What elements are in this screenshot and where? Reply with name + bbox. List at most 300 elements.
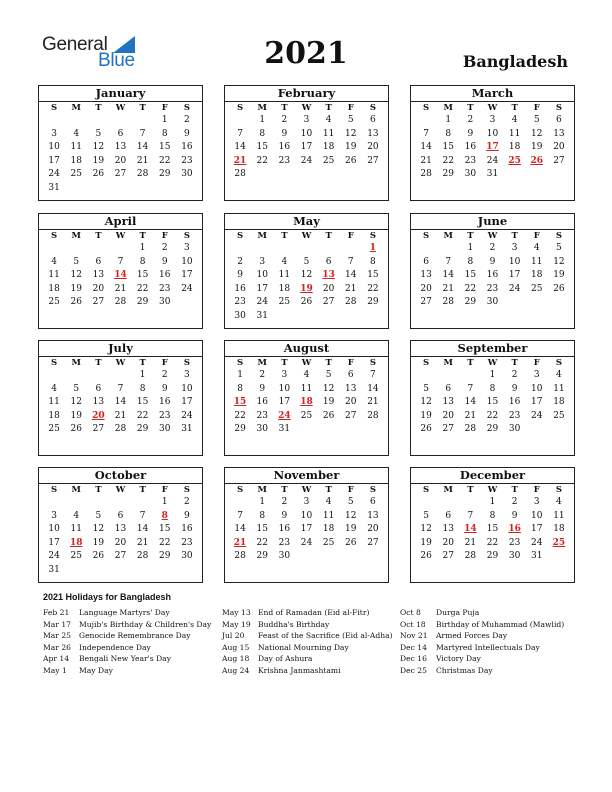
day: 6 — [347, 370, 354, 380]
weekday-header: S — [51, 485, 58, 495]
day: 22 — [136, 410, 149, 421]
day: 11 — [70, 524, 82, 535]
weekday-header: T — [281, 231, 288, 241]
empty-day — [437, 496, 459, 510]
day: 7 — [139, 128, 146, 139]
empty-day — [340, 242, 362, 256]
day: 16 — [159, 397, 171, 408]
day: 8 — [370, 256, 376, 267]
day: 7 — [370, 370, 376, 380]
empty-day — [459, 496, 481, 510]
empty-day — [109, 496, 131, 510]
day: 19 — [345, 524, 357, 535]
weekday-header: T — [281, 103, 288, 113]
day: 23 — [508, 537, 521, 548]
day: 12 — [420, 524, 432, 535]
day: 30 — [486, 297, 499, 308]
weekday-header: T — [467, 358, 474, 368]
day: 12 — [420, 397, 432, 408]
day: 7 — [237, 128, 243, 139]
day: 18 — [48, 410, 60, 421]
day: 10 — [48, 142, 60, 153]
month-days-grid — [39, 230, 202, 310]
day: 11 — [300, 383, 313, 394]
day: 10 — [300, 128, 313, 139]
day: 2 — [281, 115, 288, 125]
day: 12 — [345, 128, 357, 139]
day: 18 — [322, 524, 335, 535]
holiday-day: 24 — [278, 410, 291, 421]
holiday-item — [43, 642, 211, 654]
weekday-header: S — [423, 103, 430, 113]
day: 2 — [281, 497, 288, 507]
day: 13 — [442, 397, 454, 408]
day: 3 — [184, 370, 190, 380]
empty-day — [229, 496, 251, 510]
day: 24 — [508, 283, 521, 294]
day: 13 — [114, 142, 127, 153]
holiday-day: 8 — [161, 510, 168, 521]
day: 2 — [161, 243, 168, 253]
weekday-header: T — [325, 103, 332, 113]
weekday-header: S — [237, 231, 244, 241]
day: 27 — [92, 424, 105, 435]
day: 23 — [464, 155, 477, 166]
day: 13 — [442, 524, 454, 535]
day: 9 — [511, 510, 518, 521]
day: 20 — [420, 283, 432, 294]
holiday-date: Feb 21 — [43, 608, 70, 617]
day: 17 — [531, 524, 543, 535]
holiday-item — [222, 630, 393, 642]
holiday-name: Birthday of Muhammad (Mawlid) — [436, 619, 565, 629]
holiday-item — [43, 630, 211, 642]
day: 24 — [48, 551, 60, 562]
holiday-item — [43, 665, 211, 677]
day: 26 — [70, 297, 82, 308]
weekday-header: T — [511, 485, 518, 495]
day: 19 — [345, 142, 357, 153]
day: 13 — [553, 128, 565, 139]
day: 31 — [278, 424, 291, 435]
holiday-date: Aug 15 — [222, 642, 250, 652]
month-title: September — [411, 341, 574, 357]
weekday-header: W — [487, 358, 498, 368]
weekday-header: M — [257, 358, 267, 368]
day: 20 — [114, 155, 127, 166]
day: 13 — [92, 397, 105, 408]
weekday-header: F — [161, 231, 168, 241]
weekday-header: W — [301, 231, 312, 241]
day: 5 — [556, 243, 562, 253]
day: 24 — [181, 283, 193, 294]
holiday-date: Nov 21 — [400, 631, 428, 641]
month-days-grid — [411, 230, 574, 310]
day: 28 — [420, 169, 432, 180]
day: 30 — [181, 169, 193, 180]
day: 12 — [553, 256, 565, 267]
weekday-header: W — [115, 485, 126, 495]
day: 5 — [303, 256, 310, 267]
holiday-item — [222, 642, 393, 654]
weekday-header: T — [95, 103, 102, 113]
day: 19 — [553, 270, 565, 281]
day: 3 — [489, 115, 496, 125]
day: 16 — [508, 397, 521, 408]
day: 10 — [486, 128, 499, 139]
month-days-grid — [39, 484, 202, 578]
weekday-header: F — [161, 103, 168, 113]
weekday-header: T — [281, 485, 288, 495]
weekday-header: W — [487, 103, 498, 113]
weekday-header: T — [325, 485, 332, 495]
day: 27 — [420, 297, 432, 308]
day: 5 — [95, 510, 102, 521]
holiday-name: Durga Puja — [436, 608, 480, 617]
weekday-header: W — [115, 103, 126, 113]
weekday-header: T — [281, 358, 288, 368]
day: 26 — [70, 424, 82, 435]
holiday-name: Independence Day — [79, 642, 151, 652]
day: 23 — [278, 155, 291, 166]
month-september — [410, 340, 575, 456]
holiday-day: 20 — [92, 410, 105, 421]
day: 4 — [51, 256, 57, 267]
weekday-header: S — [423, 231, 430, 241]
day: 29 — [486, 551, 499, 562]
day: 1 — [259, 115, 266, 125]
day: 19 — [531, 142, 543, 153]
day: 6 — [370, 497, 376, 507]
day: 19 — [92, 155, 105, 166]
day: 25 — [322, 537, 335, 548]
day: 29 — [159, 169, 171, 180]
day: 22 — [159, 155, 171, 166]
day: 9 — [281, 510, 288, 521]
weekday-header: T — [139, 485, 146, 495]
holiday-column — [400, 607, 564, 677]
day: 15 — [486, 397, 499, 408]
month-title: August — [225, 341, 388, 357]
month-march — [410, 85, 575, 201]
day: 12 — [300, 270, 313, 281]
holiday-item — [222, 607, 393, 619]
day: 29 — [136, 424, 149, 435]
day: 15 — [159, 142, 171, 153]
day: 29 — [367, 297, 379, 308]
day: 28 — [442, 297, 454, 308]
month-december — [410, 467, 575, 583]
day: 3 — [533, 370, 540, 380]
day: 10 — [278, 383, 291, 394]
page-title-year: 2021 — [264, 36, 348, 71]
weekday-header: S — [51, 358, 58, 368]
day: 9 — [237, 270, 243, 281]
weekday-header: M — [71, 358, 81, 368]
holiday-name: Krishna Janmashtami — [258, 665, 341, 675]
weekday-header: W — [301, 103, 312, 113]
weekday-header: S — [555, 485, 562, 495]
day: 25 — [300, 410, 313, 421]
day: 4 — [73, 510, 80, 521]
day: 5 — [347, 497, 354, 507]
weekday-header: F — [347, 358, 354, 368]
day: 24 — [181, 410, 193, 421]
day: 1 — [161, 115, 168, 125]
day: 4 — [325, 115, 332, 125]
month-days-grid — [39, 102, 202, 196]
day: 8 — [467, 256, 474, 267]
day: 3 — [281, 370, 288, 380]
day: 14 — [234, 142, 246, 153]
day: 23 — [159, 410, 171, 421]
holiday-date: Oct 8 — [400, 608, 421, 617]
day: 4 — [556, 497, 562, 507]
holiday-item — [43, 653, 211, 665]
day: 14 — [136, 142, 149, 153]
month-october — [38, 467, 203, 583]
day: 8 — [139, 383, 146, 394]
month-title: June — [411, 214, 574, 230]
day: 1 — [237, 370, 243, 380]
day: 20 — [442, 537, 454, 548]
day: 22 — [136, 283, 149, 294]
day: 10 — [508, 256, 521, 267]
day: 26 — [345, 537, 357, 548]
day: 4 — [325, 497, 332, 507]
day: 1 — [139, 370, 146, 380]
day: 13 — [114, 524, 127, 535]
day: 28 — [234, 551, 246, 562]
day: 16 — [278, 524, 291, 535]
day: 24 — [531, 537, 543, 548]
day: 9 — [259, 383, 266, 394]
day: 20 — [553, 142, 565, 153]
empty-day — [87, 496, 109, 510]
day: 1 — [489, 497, 496, 507]
empty-day — [229, 242, 251, 256]
weekday-header: M — [257, 231, 267, 241]
day: 21 — [114, 410, 127, 421]
weekday-header: T — [325, 231, 332, 241]
day: 12 — [92, 524, 105, 535]
day: 5 — [533, 115, 540, 125]
day: 26 — [420, 551, 432, 562]
day: 25 — [70, 551, 82, 562]
weekday-header: S — [555, 231, 562, 241]
month-title: December — [411, 468, 574, 484]
day: 27 — [92, 297, 105, 308]
day: 14 — [367, 383, 379, 394]
day: 20 — [92, 283, 105, 294]
weekday-header: S — [369, 231, 376, 241]
day: 3 — [511, 243, 518, 253]
day: 28 — [136, 551, 149, 562]
day: 12 — [92, 142, 105, 153]
weekday-header: W — [487, 231, 498, 241]
day: 16 — [181, 524, 193, 535]
holiday-item — [400, 653, 564, 665]
holiday-day: 21 — [233, 537, 247, 548]
holiday-name: Language Martyrs' Day — [79, 608, 170, 617]
day: 17 — [300, 524, 313, 535]
weekday-header: S — [369, 358, 376, 368]
empty-day — [43, 496, 65, 510]
day: 3 — [51, 128, 57, 139]
day: 11 — [48, 270, 60, 281]
day: 18 — [48, 283, 60, 294]
day: 17 — [508, 270, 521, 281]
weekday-header: F — [347, 103, 354, 113]
brand-general: General — [42, 34, 108, 55]
day: 24 — [300, 155, 313, 166]
weekday-header: T — [511, 103, 518, 113]
day: 8 — [139, 256, 146, 267]
day: 6 — [117, 510, 124, 521]
month-days-grid — [411, 357, 574, 437]
holiday-date: Mar 17 — [43, 619, 72, 629]
day: 2 — [511, 497, 518, 507]
day: 21 — [464, 410, 477, 421]
empty-day — [65, 242, 87, 256]
day: 14 — [234, 524, 246, 535]
day: 22 — [464, 283, 477, 294]
day: 9 — [467, 128, 474, 139]
holiday-day: 21 — [233, 155, 247, 166]
day: 1 — [139, 243, 146, 253]
day: 10 — [256, 270, 268, 281]
empty-day — [65, 114, 87, 128]
month-title: April — [39, 214, 202, 230]
day: 26 — [92, 551, 105, 562]
month-may — [224, 213, 389, 329]
weekday-header: T — [95, 485, 102, 495]
day: 29 — [442, 169, 454, 180]
day: 8 — [489, 383, 496, 394]
weekday-header: S — [183, 103, 190, 113]
day: 23 — [159, 283, 171, 294]
holiday-date: Aug 24 — [222, 665, 250, 675]
day: 23 — [181, 537, 193, 548]
day: 26 — [92, 169, 105, 180]
empty-day — [437, 369, 459, 383]
day: 27 — [114, 551, 127, 562]
day: 22 — [486, 537, 499, 548]
day: 5 — [73, 256, 80, 267]
weekday-header: S — [183, 358, 190, 368]
day: 25 — [322, 155, 335, 166]
month-april — [38, 213, 203, 329]
month-title: March — [411, 86, 574, 102]
empty-day — [109, 114, 131, 128]
day: 31 — [48, 564, 60, 575]
day: 4 — [533, 243, 540, 253]
day: 9 — [281, 128, 288, 139]
day: 2 — [259, 370, 266, 380]
day: 6 — [95, 256, 102, 267]
day: 28 — [136, 169, 149, 180]
day: 22 — [234, 410, 246, 421]
day: 31 — [486, 169, 499, 180]
holiday-item — [400, 630, 564, 642]
day: 2 — [184, 497, 190, 507]
day: 17 — [181, 397, 193, 408]
day: 28 — [367, 410, 379, 421]
day: 30 — [256, 424, 268, 435]
holiday-day: 18 — [69, 537, 83, 548]
day: 17 — [256, 283, 268, 294]
weekday-header: M — [443, 103, 453, 113]
day: 1 — [445, 115, 452, 125]
empty-day — [415, 114, 437, 128]
day: 30 — [278, 551, 291, 562]
day: 27 — [442, 551, 454, 562]
day: 10 — [531, 510, 543, 521]
day: 12 — [322, 383, 335, 394]
empty-day — [43, 369, 65, 383]
weekday-header: T — [467, 103, 474, 113]
month-february — [224, 85, 389, 201]
empty-day — [65, 369, 87, 383]
day: 16 — [256, 397, 268, 408]
day: 23 — [256, 410, 268, 421]
day: 3 — [51, 510, 57, 521]
day: 13 — [345, 383, 357, 394]
day: 6 — [370, 115, 376, 125]
day: 22 — [256, 155, 268, 166]
weekday-header: M — [71, 103, 81, 113]
day: 11 — [553, 510, 565, 521]
month-january — [38, 85, 203, 201]
day: 16 — [464, 142, 477, 153]
weekday-header: M — [443, 485, 453, 495]
day: 23 — [278, 537, 291, 548]
day: 21 — [136, 537, 149, 548]
day: 25 — [553, 410, 565, 421]
day: 27 — [553, 155, 565, 166]
holiday-name: Buddha's Birthday — [258, 619, 330, 629]
holiday-name: Day of Ashura — [258, 654, 313, 664]
day: 15 — [486, 524, 499, 535]
day: 5 — [423, 510, 429, 521]
day: 13 — [420, 270, 432, 281]
day: 26 — [553, 283, 565, 294]
day: 5 — [347, 115, 354, 125]
holiday-day: 1 — [369, 243, 377, 253]
weekday-header: T — [95, 231, 102, 241]
day: 21 — [345, 283, 357, 294]
holiday-name: Feast of the Sacrifice (Eid al-Adha) — [258, 631, 393, 641]
day: 9 — [161, 383, 168, 394]
day: 22 — [442, 155, 454, 166]
weekday-header: W — [487, 485, 498, 495]
day: 12 — [70, 270, 82, 281]
holiday-day: 25 — [508, 155, 521, 166]
day: 20 — [114, 537, 127, 548]
day: 18 — [508, 142, 521, 153]
day: 24 — [300, 537, 313, 548]
day: 2 — [237, 256, 243, 267]
day: 23 — [181, 155, 193, 166]
day: 7 — [467, 510, 474, 521]
day: 15 — [442, 142, 454, 153]
day: 11 — [531, 256, 543, 267]
day: 6 — [95, 383, 102, 394]
day: 30 — [181, 551, 193, 562]
day: 27 — [367, 155, 379, 166]
day: 5 — [325, 370, 332, 380]
day: 2 — [467, 115, 474, 125]
